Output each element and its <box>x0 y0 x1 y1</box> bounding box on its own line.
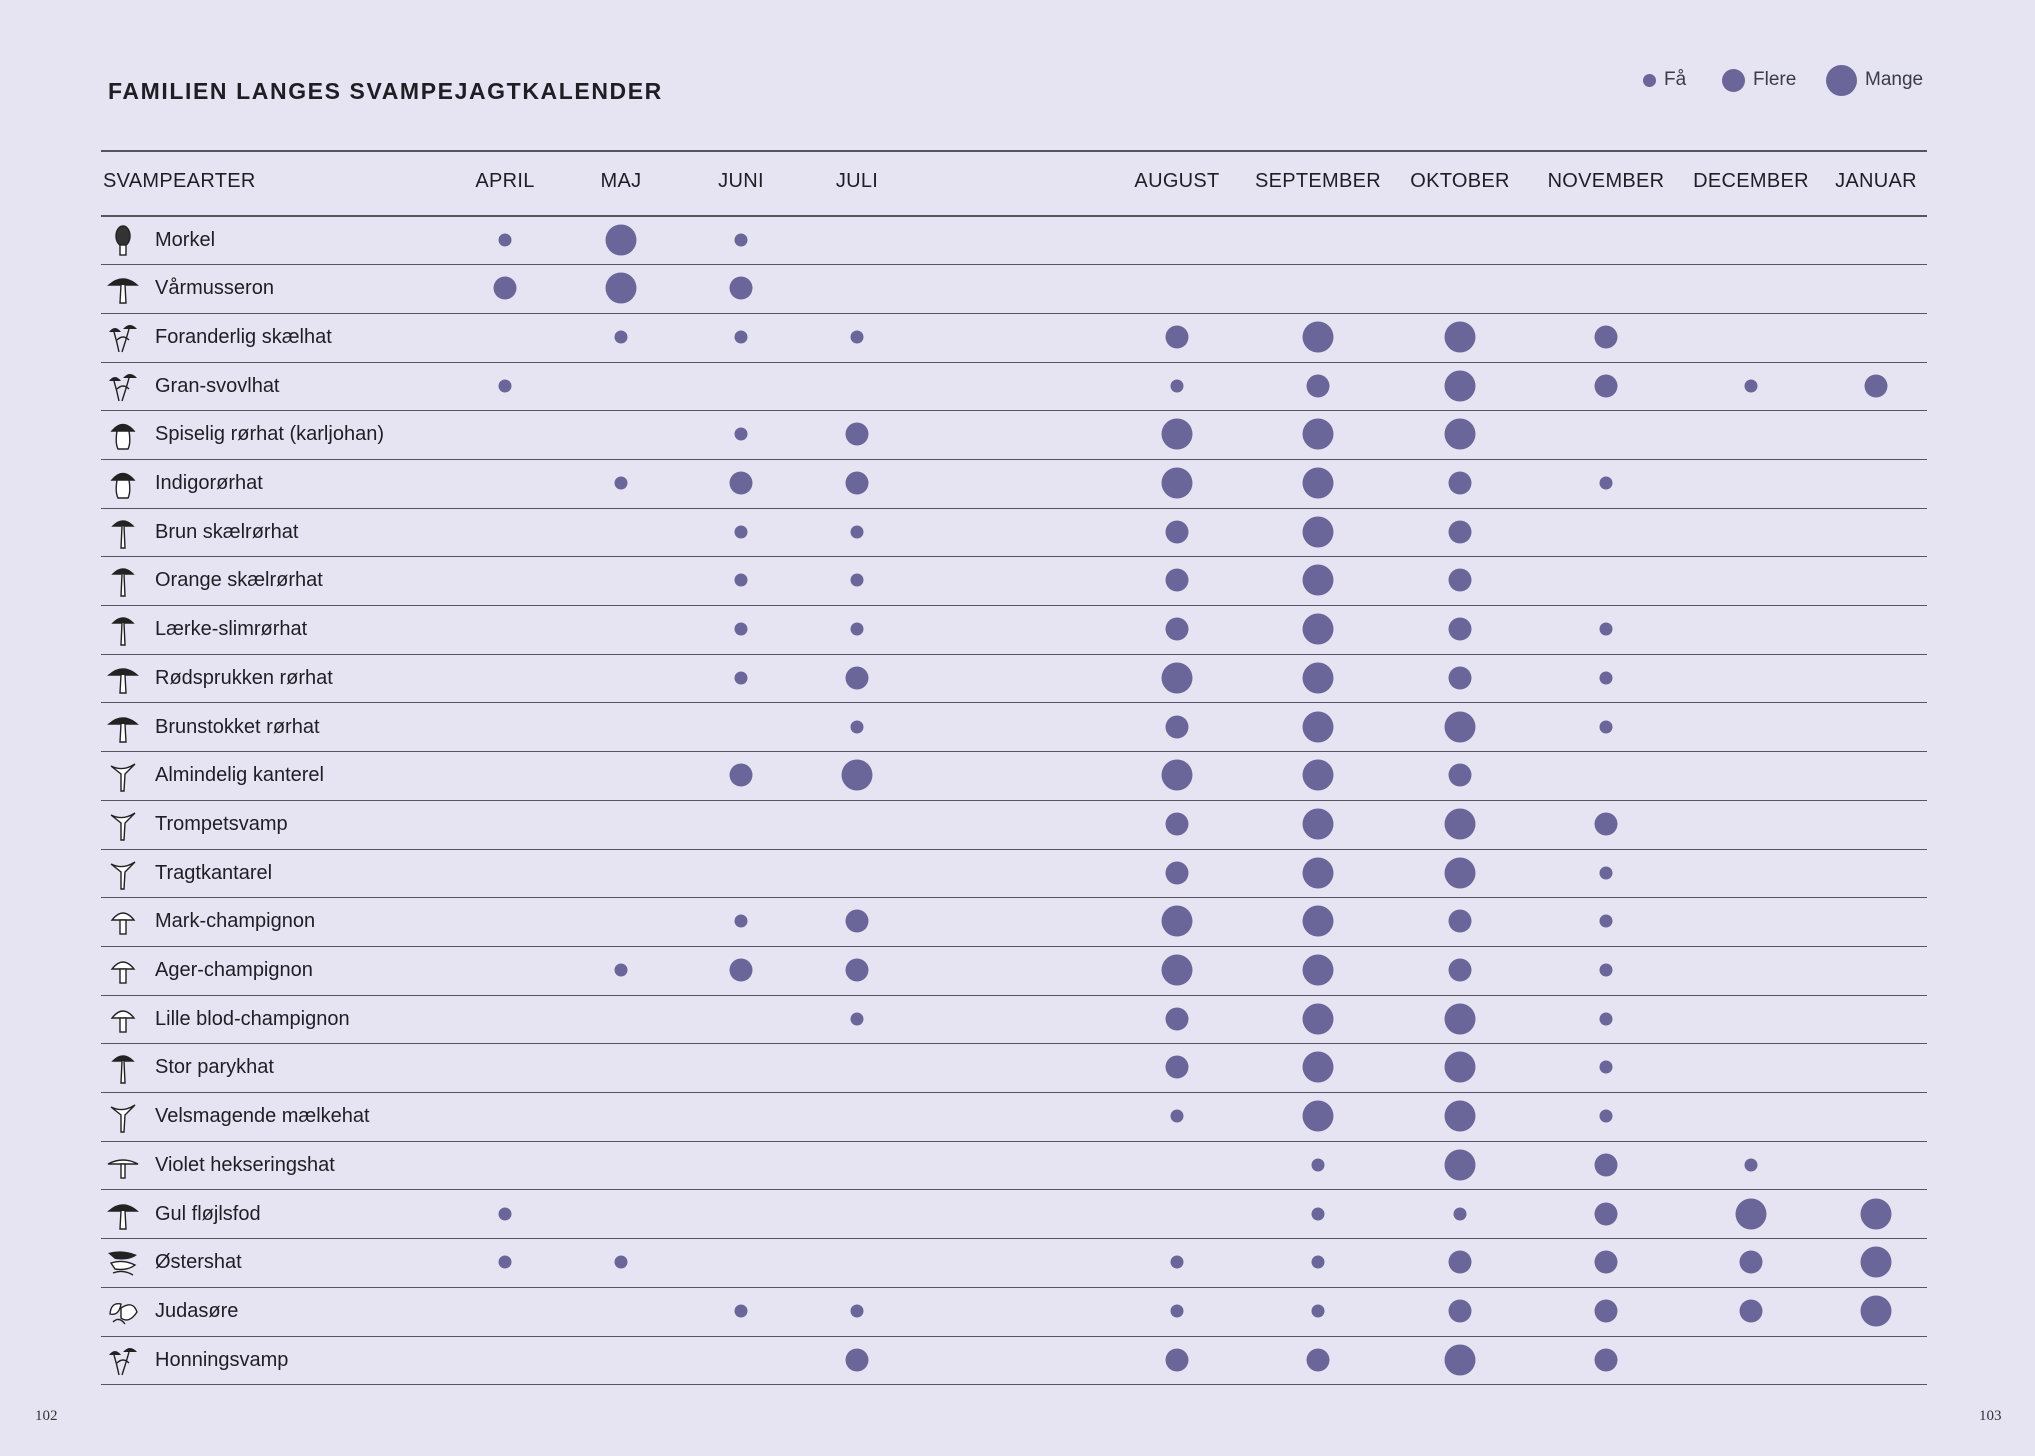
abundance-dot-december-level-1 <box>1745 1158 1758 1171</box>
abundance-dot-juni-level-2 <box>730 277 753 300</box>
species-column-header: SVAMPEARTER <box>103 170 256 192</box>
abundance-dot-november-level-2 <box>1595 374 1618 397</box>
abundance-dot-december-level-2 <box>1740 1251 1763 1274</box>
abundance-dot-oktober-level-3 <box>1445 1003 1476 1034</box>
month-header-november: NOVEMBER <box>1547 170 1665 192</box>
table-row <box>101 752 1927 801</box>
abundance-dot-november-level-1 <box>1600 671 1613 684</box>
abundance-dot-august-level-2 <box>1166 1348 1189 1371</box>
abundance-dot-november-level-2 <box>1595 325 1618 348</box>
abundance-dot-december-level-1 <box>1745 379 1758 392</box>
abundance-dot-september-level-3 <box>1303 711 1334 742</box>
legend-item-2 <box>1722 65 1796 95</box>
abundance-dot-oktober-level-3 <box>1445 1149 1476 1180</box>
abundance-dot-juni-level-1 <box>735 915 748 928</box>
abundance-dot-oktober-level-2 <box>1449 764 1472 787</box>
tall-mushroom-icon <box>105 612 141 648</box>
abundance-dot-oktober-level-3 <box>1445 321 1476 352</box>
table-row <box>101 704 1927 753</box>
abundance-dot-november-level-1 <box>1600 477 1613 490</box>
table-row <box>101 1239 1927 1288</box>
abundance-dot-august-level-2 <box>1166 715 1189 738</box>
table-row <box>101 655 1927 704</box>
abundance-dot-juli-level-2 <box>846 1348 869 1371</box>
abundance-dot-april-level-2 <box>494 277 517 300</box>
abundance-dot-juli-level-2 <box>846 423 869 446</box>
abundance-dot-august-level-3 <box>1162 419 1193 450</box>
abundance-dot-august-level-3 <box>1162 662 1193 693</box>
abundance-dot-november-level-2 <box>1595 1251 1618 1274</box>
table-row <box>101 363 1927 412</box>
species-name: Spiselig rørhat (karljohan) <box>155 423 384 446</box>
abundance-dot-december-level-3 <box>1736 1198 1767 1229</box>
champignon-mushroom-icon <box>105 953 141 989</box>
month-header-september: SEPTEMBER <box>1254 170 1382 192</box>
oyster-mushroom-icon <box>105 1245 141 1281</box>
species-name: Morkel <box>155 228 216 251</box>
month-header-april: APRIL <box>475 170 535 192</box>
species-name: Østershat <box>155 1251 242 1274</box>
abundance-dot-januar-level-2 <box>1865 374 1888 397</box>
species-name: Violet hekseringshat <box>155 1153 335 1176</box>
species-name: Honningsvamp <box>155 1348 289 1371</box>
abundance-dot-oktober-level-3 <box>1445 808 1476 839</box>
species-name: Velsmagende mælkehat <box>155 1105 370 1128</box>
month-header-maj: MAJ <box>600 170 642 192</box>
abundance-dot-juli-level-1 <box>851 525 864 538</box>
abundance-dot-september-level-3 <box>1303 321 1334 352</box>
abundance-dot-september-level-3 <box>1303 1052 1334 1083</box>
tall-mushroom-icon <box>105 563 141 599</box>
abundance-dot-november-level-1 <box>1600 623 1613 636</box>
abundance-dot-januar-level-3 <box>1861 1198 1892 1229</box>
abundance-dot-november-level-2 <box>1595 1202 1618 1225</box>
species-name: Judasøre <box>155 1299 239 1322</box>
abundance-dot-oktober-level-2 <box>1449 520 1472 543</box>
abundance-dot-september-level-3 <box>1303 808 1334 839</box>
table-row <box>101 1191 1927 1240</box>
abundance-dot-maj-level-3 <box>606 273 637 304</box>
abundance-dot-maj-level-1 <box>615 477 628 490</box>
abundance-dot-august-level-3 <box>1162 760 1193 791</box>
abundance-dot-august-level-2 <box>1166 1056 1189 1079</box>
bolete-mushroom-icon <box>105 417 141 453</box>
page-number-left: 102 <box>35 1408 58 1424</box>
abundance-dot-juli-level-2 <box>846 666 869 689</box>
abundance-dot-november-level-1 <box>1600 915 1613 928</box>
abundance-dot-januar-level-3 <box>1861 1247 1892 1278</box>
abundance-dot-september-level-1 <box>1312 1256 1325 1269</box>
abundance-dot-november-level-1 <box>1600 1110 1613 1123</box>
champignon-mushroom-icon <box>105 904 141 940</box>
legend-dot-icon <box>1722 69 1745 92</box>
abundance-dot-november-level-1 <box>1600 1012 1613 1025</box>
abundance-dot-april-level-1 <box>499 1207 512 1220</box>
tall-mushroom-icon <box>105 515 141 551</box>
abundance-dot-april-level-1 <box>499 233 512 246</box>
funnel-mushroom-icon <box>105 758 141 794</box>
abundance-dot-november-level-2 <box>1595 1153 1618 1176</box>
cap-mushroom-icon <box>105 661 141 697</box>
abundance-dot-juni-level-1 <box>735 233 748 246</box>
table-row <box>101 898 1927 947</box>
abundance-dot-august-level-2 <box>1166 618 1189 641</box>
abundance-dot-september-level-1 <box>1312 1304 1325 1317</box>
legend-label: Flere <box>1753 69 1797 90</box>
abundance-dot-juli-level-2 <box>846 959 869 982</box>
abundance-dot-juli-level-1 <box>851 330 864 343</box>
abundance-dot-august-level-1 <box>1171 1110 1184 1123</box>
species-name: Lille blod-champignon <box>155 1007 350 1030</box>
table-row <box>101 947 1927 996</box>
abundance-dot-oktober-level-2 <box>1449 1251 1472 1274</box>
page-number-right: 103 <box>1979 1408 2002 1424</box>
species-name: Brunstokket rørhat <box>155 715 320 738</box>
abundance-dot-juni-level-1 <box>735 525 748 538</box>
abundance-dot-november-level-1 <box>1600 1061 1613 1074</box>
abundance-dot-december-level-2 <box>1740 1299 1763 1322</box>
abundance-dot-august-level-2 <box>1166 569 1189 592</box>
abundance-dot-juni-level-1 <box>735 330 748 343</box>
legend-dot-icon <box>1826 65 1857 96</box>
table-row <box>101 1288 1927 1337</box>
abundance-dot-september-level-3 <box>1303 468 1334 499</box>
abundance-dot-november-level-1 <box>1600 720 1613 733</box>
abundance-dot-august-level-3 <box>1162 468 1193 499</box>
cap-mushroom-icon <box>105 271 141 307</box>
abundance-dot-august-level-2 <box>1166 325 1189 348</box>
funnel-mushroom-icon <box>105 807 141 843</box>
table-row <box>101 509 1927 558</box>
species-name: Orange skælrørhat <box>155 569 323 592</box>
abundance-dot-juli-level-1 <box>851 1012 864 1025</box>
abundance-dot-oktober-level-2 <box>1449 959 1472 982</box>
abundance-dot-oktober-level-3 <box>1445 857 1476 888</box>
abundance-dot-september-level-3 <box>1303 419 1334 450</box>
table-row <box>101 1093 1927 1142</box>
funnel-mushroom-icon <box>105 1099 141 1135</box>
table-row <box>101 314 1927 363</box>
abundance-dot-juli-level-1 <box>851 1304 864 1317</box>
abundance-dot-august-level-3 <box>1162 955 1193 986</box>
species-name: Indigorørhat <box>155 472 263 494</box>
abundance-dot-oktober-level-2 <box>1449 569 1472 592</box>
abundance-dot-november-level-2 <box>1595 1299 1618 1322</box>
abundance-dot-september-level-3 <box>1303 662 1334 693</box>
abundance-dot-oktober-level-3 <box>1445 1344 1476 1375</box>
species-name: Brun skælrørhat <box>155 520 299 543</box>
abundance-dot-oktober-level-2 <box>1449 910 1472 933</box>
abundance-dot-juni-level-1 <box>735 671 748 684</box>
abundance-dot-juli-level-2 <box>846 472 869 495</box>
page-title: FAMILIEN LANGES SVAMPEJAGTKALENDER <box>108 78 663 104</box>
abundance-dot-september-level-3 <box>1303 857 1334 888</box>
table-row <box>101 850 1927 899</box>
abundance-dot-september-level-1 <box>1312 1158 1325 1171</box>
abundance-dot-maj-level-1 <box>615 964 628 977</box>
abundance-dot-juli-level-1 <box>851 720 864 733</box>
abundance-dot-august-level-2 <box>1166 861 1189 884</box>
abundance-dot-juni-level-2 <box>730 959 753 982</box>
legend-item-1 <box>1643 65 1686 95</box>
cluster-mushroom-icon <box>105 369 141 405</box>
month-header-juni: JUNI <box>718 170 764 192</box>
abundance-dot-september-level-3 <box>1303 614 1334 645</box>
abundance-dot-september-level-3 <box>1303 906 1334 937</box>
abundance-dot-juli-level-1 <box>851 623 864 636</box>
abundance-dot-september-level-3 <box>1303 516 1334 547</box>
species-name: Foranderlig skælhat <box>155 325 332 348</box>
cluster-mushroom-icon <box>105 1343 141 1379</box>
abundance-dot-oktober-level-3 <box>1445 370 1476 401</box>
legend-item-3 <box>1826 65 1923 95</box>
abundance-dot-oktober-level-2 <box>1449 472 1472 495</box>
abundance-dot-november-level-2 <box>1595 812 1618 835</box>
legend-dot-icon <box>1643 74 1656 87</box>
abundance-dot-april-level-1 <box>499 1256 512 1269</box>
abundance-dot-september-level-1 <box>1312 1207 1325 1220</box>
abundance-dot-august-level-1 <box>1171 1304 1184 1317</box>
abundance-dot-september-level-3 <box>1303 565 1334 596</box>
bolete-mushroom-icon <box>105 466 141 502</box>
abundance-dot-november-level-2 <box>1595 1348 1618 1371</box>
month-header-oktober: OKTOBER <box>1410 170 1510 192</box>
abundance-dot-juli-level-2 <box>846 910 869 933</box>
species-name: Lærke-slimrørhat <box>155 618 308 641</box>
species-name: Gul fløjlsfod <box>155 1202 261 1225</box>
table-row <box>101 265 1927 314</box>
abundance-dot-maj-level-1 <box>615 1256 628 1269</box>
abundance-dot-september-level-3 <box>1303 760 1334 791</box>
table-row <box>101 1337 1927 1386</box>
tall-mushroom-icon <box>105 1050 141 1086</box>
morel-mushroom-icon <box>105 223 141 259</box>
species-name: Gran-svovlhat <box>155 374 280 397</box>
abundance-dot-april-level-1 <box>499 379 512 392</box>
abundance-dot-september-level-3 <box>1303 1003 1334 1034</box>
table-row <box>101 801 1927 850</box>
species-name: Tragtkantarel <box>155 861 273 884</box>
abundance-dot-juni-level-1 <box>735 428 748 441</box>
month-header-juli: JULI <box>835 170 879 192</box>
abundance-dot-oktober-level-2 <box>1449 618 1472 641</box>
abundance-dot-juni-level-1 <box>735 574 748 587</box>
abundance-dot-august-level-2 <box>1166 812 1189 835</box>
table-row <box>101 606 1927 655</box>
table-row <box>101 1044 1927 1093</box>
abundance-dot-oktober-level-2 <box>1449 1299 1472 1322</box>
species-name: Trompetsvamp <box>155 812 288 835</box>
abundance-dot-november-level-1 <box>1600 964 1613 977</box>
abundance-dot-oktober-level-3 <box>1445 419 1476 450</box>
species-name: Ager-champignon <box>155 959 313 981</box>
abundance-dot-august-level-1 <box>1171 379 1184 392</box>
abundance-dot-maj-level-3 <box>606 224 637 255</box>
legend-label: Få <box>1664 69 1687 90</box>
month-header-januar: JANUAR <box>1835 170 1917 192</box>
table-row <box>101 996 1927 1045</box>
cap-mushroom-icon <box>105 710 141 746</box>
species-name: Vårmusseron <box>155 277 274 300</box>
abundance-dot-september-level-3 <box>1303 955 1334 986</box>
champignon-mushroom-icon <box>105 1002 141 1038</box>
abundance-dot-oktober-level-1 <box>1454 1207 1467 1220</box>
abundance-dot-juni-level-2 <box>730 472 753 495</box>
abundance-dot-august-level-2 <box>1166 520 1189 543</box>
table-row <box>101 411 1927 460</box>
legend <box>0 65 2035 95</box>
month-header-august: AUGUST <box>1134 170 1220 192</box>
table-row <box>101 460 1927 509</box>
month-header-december: DECEMBER <box>1693 170 1809 192</box>
abundance-dot-oktober-level-3 <box>1445 711 1476 742</box>
cluster-mushroom-icon <box>105 320 141 356</box>
table-row <box>101 557 1927 606</box>
abundance-dot-juni-level-1 <box>735 1304 748 1317</box>
abundance-dot-oktober-level-2 <box>1449 666 1472 689</box>
species-name: Almindelig kanterel <box>155 764 324 787</box>
abundance-dot-oktober-level-3 <box>1445 1101 1476 1132</box>
cap-mushroom-icon <box>105 1197 141 1233</box>
funnel-mushroom-icon <box>105 856 141 892</box>
abundance-dot-november-level-1 <box>1600 866 1613 879</box>
abundance-dot-august-level-2 <box>1166 1007 1189 1030</box>
species-name: Stor parykhat <box>155 1056 274 1079</box>
species-name: Mark-champignon <box>155 910 316 933</box>
abundance-dot-maj-level-1 <box>615 330 628 343</box>
flat-cap-mushroom-icon <box>105 1148 141 1184</box>
abundance-dot-januar-level-3 <box>1861 1295 1892 1326</box>
abundance-dot-september-level-2 <box>1307 1348 1330 1371</box>
abundance-dot-september-level-3 <box>1303 1101 1334 1132</box>
table-row <box>101 1142 1927 1191</box>
top-rule <box>101 150 1927 152</box>
abundance-dot-juli-level-1 <box>851 574 864 587</box>
abundance-dot-juni-level-2 <box>730 764 753 787</box>
abundance-dot-september-level-2 <box>1307 374 1330 397</box>
legend-label: Mange <box>1865 69 1924 90</box>
species-name: Rødsprukken rørhat <box>155 666 333 689</box>
abundance-dot-august-level-3 <box>1162 906 1193 937</box>
abundance-dot-juli-level-3 <box>842 760 873 791</box>
ear-fungus-icon <box>105 1294 141 1330</box>
table-row <box>101 217 1927 266</box>
abundance-dot-juni-level-1 <box>735 623 748 636</box>
abundance-dot-oktober-level-3 <box>1445 1052 1476 1083</box>
abundance-dot-august-level-1 <box>1171 1256 1184 1269</box>
